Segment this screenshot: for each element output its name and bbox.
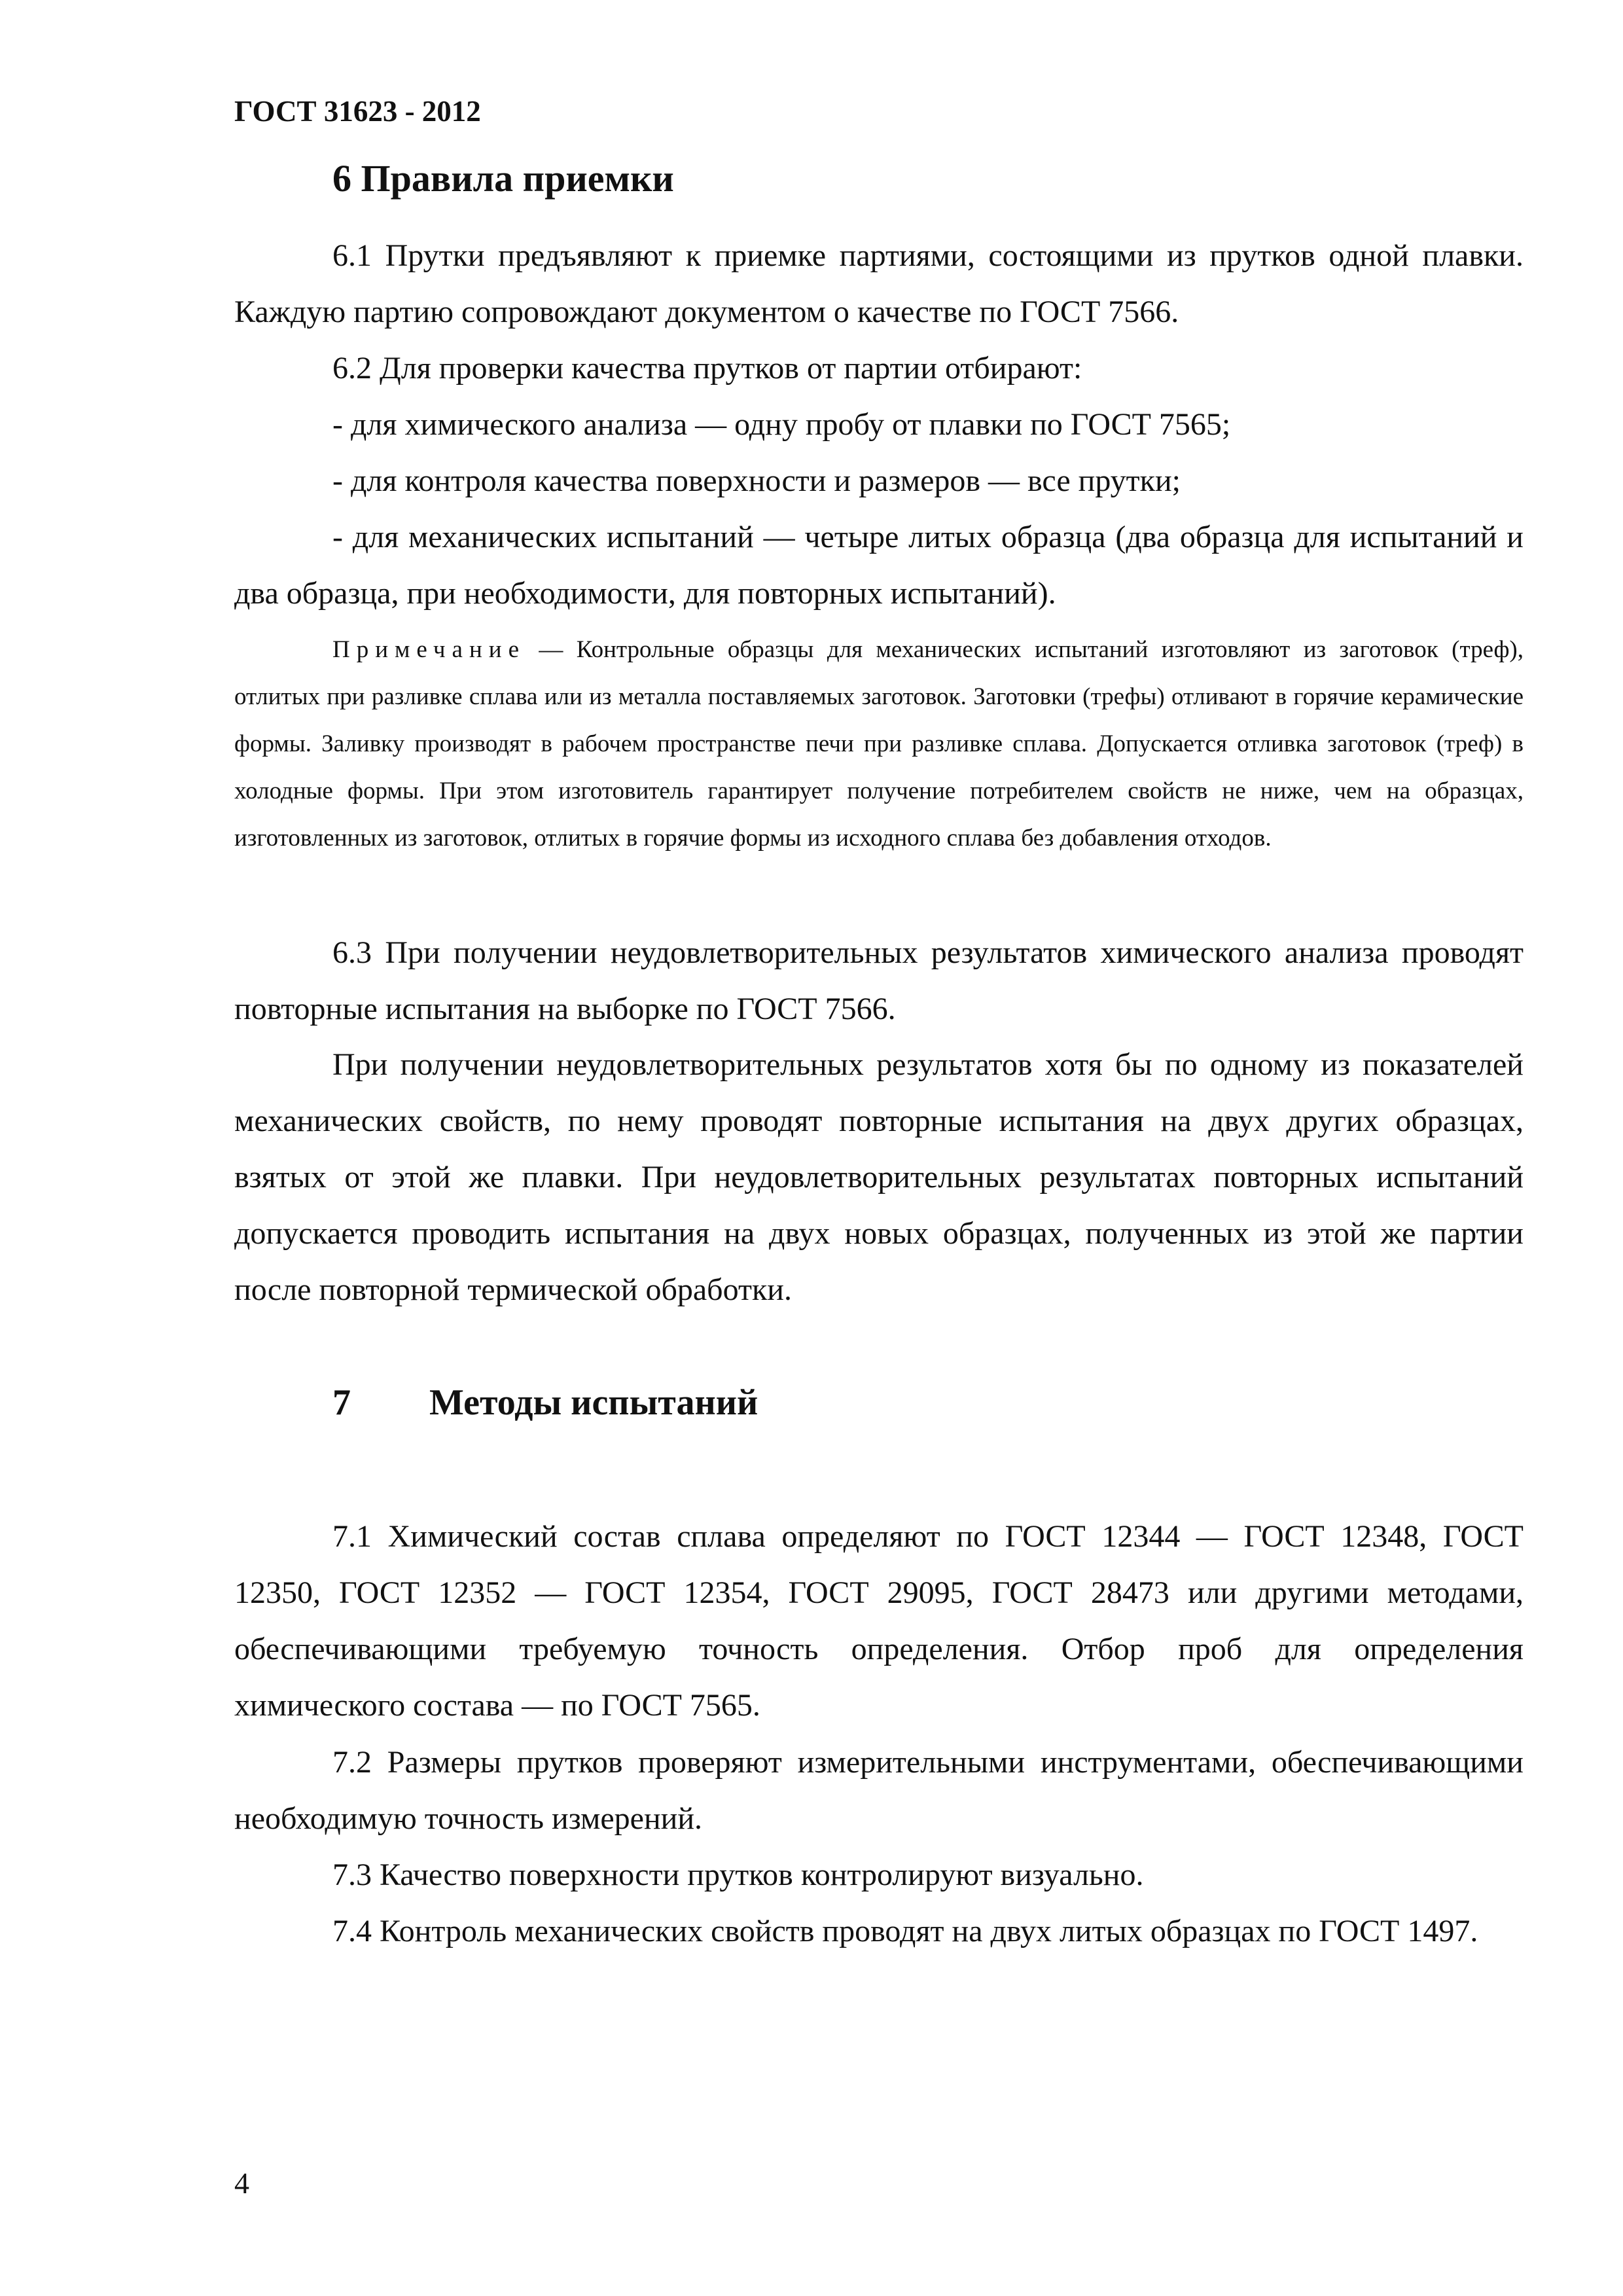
paragraph-6-3-continued: При получении неудовлетворительных результатов хотя бы по одному из показателей механических свойств, по нему проводят повторные испытания на двух других образцах, взятых от этой же плавки. При неудовлетворительных результатах повторных испытаний допускается проводить испытания на двух новых образцах, полученных из этой же партии после повторной термической обработки. <box>234 1047 1524 1307</box>
page-number: 4 <box>234 2166 249 2200</box>
paragraph-7-4: 7.4 Контроль механических свойств проводят на двух литых образцах по ГОСТ 1497. <box>332 1914 1478 1948</box>
section-6-title: 6 Правила приемки <box>332 157 674 200</box>
note-label: Примечание <box>332 636 526 663</box>
paragraph-7-2: 7.2 Размеры прутков проверяют измерительными инструментами, обеспечивающими необходимую точность измерений. <box>234 1745 1524 1836</box>
list-item-chemical-analysis: - для химического анализа — одну пробу от плавки по ГОСТ 7565; <box>332 407 1231 442</box>
paragraph-7-1: 7.1 Химический состав сплава определяют по ГОСТ 12344 — ГОСТ 12348, ГОСТ 12350, ГОСТ 12352 — ГОСТ 12354, ГОСТ 29095, ГОСТ 28473 или другими методами, обеспечивающими требуемую точность определения. Отбор проб для определения химического состава — по ГОСТ 7565. <box>234 1519 1524 1723</box>
list-item-surface-control: - для контроля качества поверхности и размеров — все прутки; <box>332 463 1181 498</box>
paragraph-6-3: 6.3 При получении неудовлетворительных результатов химического анализа проводят повторные испытания на выборке по ГОСТ 7566. <box>234 935 1524 1026</box>
paragraph-7-3: 7.3 Качество поверхности прутков контролируют визуально. <box>332 1857 1144 1892</box>
list-item-mechanical-tests: - для механических испытаний — четыре литых образца (два образца для испытаний и два образца, при необходимости, для повторных испытаний). <box>234 520 1524 611</box>
paragraph-6-2: 6.2 Для проверки качества прутков от партии отбирают: <box>332 351 1082 386</box>
paragraph-6-1: 6.1 Прутки предъявляют к приемке партиями, состоящими из прутков одной плавки. Каждую партию сопровождают документом о качестве по ГОСТ 7566. <box>234 238 1524 329</box>
section-7-title <box>332 1381 758 1425</box>
section-7-title-text: Методы испытаний <box>429 1382 758 1423</box>
note-text: — Контрольные образцы для механических испытаний изготовляют из заготовок (треф), отлитых при разливке сплава или из металла поставляемых заготовок. Заготовки (трефы) отливают в горячие керамические формы. Заливку производят в рабочем пространстве печи при разливке сплава. Допускается отливка заготовок (треф) в холодные формы. При этом изготовитель гарантирует получение потребителем свойств не ниже, чем на образцах, изготовленных из заготовок, отлитых в горячие формы из исходного сплава без добавления отходов. <box>234 636 1524 852</box>
document-code-header: ГОСТ 31623 - 2012 <box>234 95 481 128</box>
note-paragraph <box>234 626 1524 862</box>
section-7-number: 7 <box>332 1382 351 1423</box>
